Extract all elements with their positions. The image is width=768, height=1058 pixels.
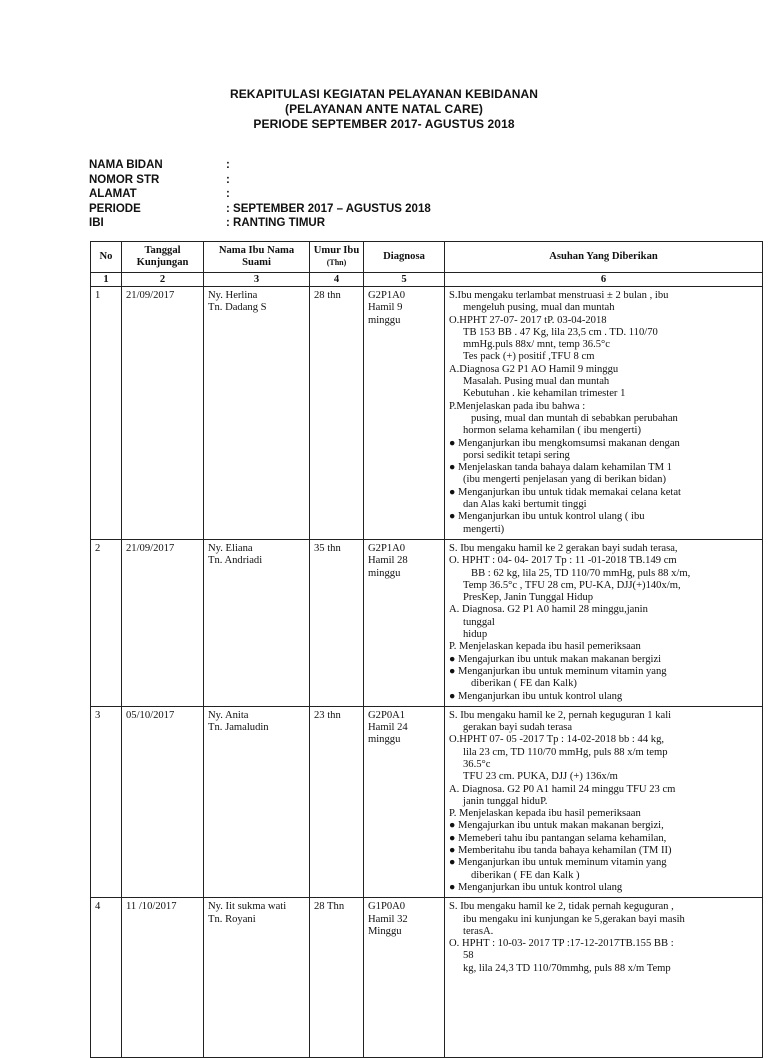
diagnosa-line: Hamil 24 xyxy=(368,722,408,734)
table-header-row xyxy=(91,242,763,273)
nama-ibu: Ny. Iit sukma wati xyxy=(208,901,287,913)
diagnosa-line: Hamil 28 xyxy=(368,555,408,567)
cell-nama xyxy=(204,706,310,897)
info-label: ALAMAT xyxy=(89,188,137,200)
asuhan-line: TB 153 BB . 47 Kg, lila 23,5 cm . TD. 110/70 xyxy=(463,326,658,338)
asuhan-line: Menganjurkan ibu untuk kontrol ulang xyxy=(458,690,623,702)
table-row xyxy=(91,898,763,1058)
asuhan-line: Menjelaskan tanda bahaya dalam kehamilan TM 1 xyxy=(458,462,672,474)
asuhan-line: mengeluh pusing, mual dan muntah xyxy=(463,302,615,314)
identity-block xyxy=(89,158,589,231)
info-label: NOMOR STR xyxy=(89,173,160,186)
asuhan-line: mmHg.puls 88x/ mnt, temp 36.5°c xyxy=(463,339,610,351)
column-number: 1 xyxy=(91,273,122,287)
cell-umur: 28 thn xyxy=(310,287,364,540)
cell-diagnosa xyxy=(364,287,445,540)
cell-tanggal: 21/09/2017 xyxy=(122,287,204,540)
asuhan-line: Mengajurkan ibu untuk makan makanan bergizi xyxy=(458,653,662,665)
asuhan-line: gerakan bayi sudah terasa xyxy=(463,722,573,734)
table-row xyxy=(91,706,763,897)
info-row-nama-bidan xyxy=(89,158,589,173)
cell-umur: 35 thn xyxy=(310,539,364,706)
cell-asuhan xyxy=(445,898,763,1058)
column-number-row xyxy=(91,273,763,287)
asuhan-bullet xyxy=(449,820,758,832)
info-row-alamat xyxy=(89,187,589,202)
asuhan-line: O. HPHT : 04- 04- 2017 Tp : 11 -01-2018 TB.149 cm xyxy=(449,555,677,567)
asuhan-line: S. Ibu mengaku hamil ke 2, pernah keguguran 1 kali xyxy=(449,709,672,721)
header-asuhan: Asuhan Yang Diberikan xyxy=(445,242,763,273)
asuhan-line: Memberitahu ibu tanda bahaya kehamilan (TM II) xyxy=(458,845,672,857)
document-period: PERIODE SEPTEMBER 2017- AGUSTUS 2018 xyxy=(253,117,515,131)
info-value: : RANTING TIMUR xyxy=(226,217,326,229)
cell-umur: 23 thn xyxy=(310,706,364,897)
asuhan-line: Mengajurkan ibu untuk makan makanan bergizi, xyxy=(458,820,664,832)
asuhan-line: Masalah. Pusing mual dan muntah xyxy=(463,376,610,388)
asuhan-line: BB : 62 kg, lila 25, TD 110/70 mmHg, puls 88 x/m, xyxy=(471,567,691,579)
info-value: : SEPTEMBER 2017 – AGUSTUS 2018 xyxy=(226,202,431,215)
asuhan-line: A.Diagnosa G2 P1 AO Hamil 9 minggu xyxy=(449,363,619,375)
diagnosa-line: Hamil 9 xyxy=(368,302,403,314)
cell-no: 2 xyxy=(91,539,122,706)
cell-no: 3 xyxy=(91,706,122,897)
header-tanggal: Tanggal Kunjungan xyxy=(122,242,204,273)
asuhan-line: P. Menjelaskan kepada ibu hasil pemeriksaan xyxy=(449,808,641,820)
asuhan-line: Menganjurkan ibu mengkomsumsi makanan dengan xyxy=(458,437,680,449)
asuhan-line: Menganjurkan ibu untuk meminum vitamin yang xyxy=(458,665,667,677)
asuhan-bullet xyxy=(449,487,758,499)
asuhan-bullet xyxy=(449,462,758,474)
column-number: 5 xyxy=(364,273,445,287)
asuhan-line: PresKep, Janin Tunggal Hidup xyxy=(463,592,594,604)
nama-ibu: Ny. Eliana xyxy=(208,542,253,554)
diagnosa-line: G2P1A0 xyxy=(368,290,406,301)
info-value: : xyxy=(226,188,230,200)
nama-ibu: Ny. Herlina xyxy=(208,290,258,301)
diagnosa-line: minggu xyxy=(368,734,401,746)
bullet-icon: ● xyxy=(449,690,456,702)
info-row-periode xyxy=(89,202,589,217)
asuhan-bullet xyxy=(449,438,758,450)
nama-suami: Tn. Dadang S xyxy=(208,302,267,314)
bullet-icon: ● xyxy=(449,486,456,498)
header-no: No xyxy=(91,242,122,273)
asuhan-line: ibu mengaku ini kunjungan ke 5,gerakan bayi masih xyxy=(463,913,685,925)
asuhan-line: Menganjurkan ibu untuk tidak memakai celana ketat xyxy=(458,486,681,498)
info-label: PERIODE xyxy=(89,202,141,215)
asuhan-line: hormon selama kehamilan ( ibu mengerti) xyxy=(463,425,641,437)
asuhan-line: diberikan ( FE dan Kalk) xyxy=(471,678,577,690)
cell-tanggal: 11 /10/2017 xyxy=(122,898,204,1058)
cell-no: 1 xyxy=(91,287,122,540)
asuhan-line: diberikan ( FE dan Kalk ) xyxy=(471,869,580,881)
asuhan-line: kg, lila 24,3 TD 110/70mmhg, puls 88 x/m Temp xyxy=(463,962,671,974)
column-number: 6 xyxy=(445,273,763,287)
asuhan-bullet xyxy=(449,691,758,703)
header-nama: Nama Ibu Nama Suami xyxy=(204,242,310,273)
asuhan-line: (ibu mengerti penjelasan yang di berikan bidan) xyxy=(463,474,666,486)
bullet-icon: ● xyxy=(449,511,456,523)
nama-suami: Tn. Jamaludin xyxy=(208,722,269,734)
nama-ibu: Ny. Anita xyxy=(208,709,249,721)
header-umur-label: Umur Ibu xyxy=(313,245,360,256)
asuhan-line: A. Diagnosa. G2 P1 A0 hamil 28 minggu,janin xyxy=(449,604,648,616)
nama-suami: Tn. Royani xyxy=(208,913,256,925)
cell-asuhan xyxy=(445,706,763,897)
asuhan-line: S. Ibu mengaku hamil ke 2, tidak pernah keguguran , xyxy=(449,901,674,913)
table-row xyxy=(91,287,763,540)
asuhan-line: Memeberi tahu ibu pantangan selama kehamilan, xyxy=(458,832,667,844)
asuhan-line: P.Menjelaskan pada ibu bahwa : xyxy=(449,400,586,412)
cell-tanggal: 21/09/2017 xyxy=(122,539,204,706)
info-row-nomor-str xyxy=(89,173,589,188)
cell-diagnosa xyxy=(364,706,445,897)
cell-diagnosa xyxy=(364,539,445,706)
diagnosa-line: minggu xyxy=(368,567,401,579)
document-title: REKAPITULASI KEGIATAN PELAYANAN KEBIDANAN xyxy=(229,87,539,101)
column-number: 4 xyxy=(310,273,364,287)
asuhan-bullet xyxy=(449,654,758,666)
diagnosa-line: G2P0A1 xyxy=(368,709,406,721)
asuhan-bullet xyxy=(449,833,758,845)
asuhan-line: Menganjurkan ibu untuk meminum vitamin yang xyxy=(458,857,667,869)
asuhan-line: hidup xyxy=(463,629,488,641)
bullet-icon: ● xyxy=(449,881,456,893)
asuhan-line: terasA. xyxy=(463,925,494,937)
asuhan-line: Menganjurkan ibu untuk kontrol ulang ( ibu xyxy=(458,511,645,523)
column-number: 3 xyxy=(204,273,310,287)
cell-asuhan xyxy=(445,539,763,706)
cell-nama xyxy=(204,539,310,706)
bullet-icon: ● xyxy=(449,857,456,869)
info-row-ibi xyxy=(89,216,589,231)
bullet-icon: ● xyxy=(449,462,456,474)
cell-asuhan xyxy=(445,287,763,540)
bullet-icon: ● xyxy=(449,665,456,677)
bullet-icon: ● xyxy=(449,437,456,449)
diagnosa-line: minggu xyxy=(368,314,401,326)
diagnosa-line: G1P0A0 xyxy=(368,901,406,913)
asuhan-line: S. Ibu mengaku hamil ke 2 gerakan bayi sudah terasa, xyxy=(449,542,678,554)
asuhan-line: pusing, mual dan muntah di sebabkan perubahan xyxy=(471,412,678,424)
cell-tanggal: 05/10/2017 xyxy=(122,706,204,897)
cell-diagnosa xyxy=(364,898,445,1058)
asuhan-bullet xyxy=(449,511,758,523)
header-umur xyxy=(310,242,364,273)
asuhan-line: Menganjurkan ibu untuk kontrol ulang xyxy=(458,881,623,893)
asuhan-line: 58 xyxy=(463,950,474,962)
asuhan-line: Tes pack (+) positif ,TFU 8 cm xyxy=(463,351,595,363)
anc-recap-table xyxy=(90,241,763,1058)
info-value: : xyxy=(226,159,230,171)
asuhan-line: O. HPHT : 10-03- 2017 TP :17-12-2017TB.155 BB : xyxy=(449,938,674,950)
asuhan-line: lila 23 cm, TD 110/70 mmHg, puls 88 x/m temp xyxy=(463,746,668,758)
bullet-icon: ● xyxy=(449,832,456,844)
bullet-icon: ● xyxy=(449,820,456,832)
asuhan-line: O.HPHT 07- 05 -2017 Tp : 14-02-2018 bb : 44 kg, xyxy=(449,734,665,746)
asuhan-line: A. Diagnosa. G2 P0 A1 hamil 24 minggu TFU 23 cm xyxy=(449,783,676,795)
header-umur-unit: (Thn) xyxy=(326,258,347,267)
cell-nama xyxy=(204,898,310,1058)
info-label: NAMA BIDAN xyxy=(89,159,163,171)
asuhan-bullet xyxy=(449,666,758,678)
asuhan-line: S.Ibu mengaku terlambat menstruasi ± 2 bulan , ibu xyxy=(449,290,669,301)
asuhan-line: Temp 36.5°c , TFU 28 cm, PU-KA, DJJ(+)140x/m, xyxy=(463,579,681,591)
document-subtitle: (PELAYANAN ANTE NATAL CARE) xyxy=(284,102,484,116)
asuhan-line: janin tunggal hiduP. xyxy=(463,795,548,807)
asuhan-line: TFU 23 cm. PUKA, DJJ (+) 136x/m xyxy=(463,771,618,783)
asuhan-bullet xyxy=(449,845,758,857)
asuhan-line: P. Menjelaskan kepada ibu hasil pemeriksaan xyxy=(449,641,641,653)
cell-umur: 28 Thn xyxy=(310,898,364,1058)
asuhan-line: Kebutuhan . kie kehamilan trimester 1 xyxy=(463,388,626,400)
asuhan-line: tunggal xyxy=(463,616,495,628)
diagnosa-line: G2P1A0 xyxy=(368,542,406,554)
diagnosa-line: Minggu xyxy=(368,925,402,937)
column-number: 2 xyxy=(122,273,204,287)
asuhan-line: 36.5°c xyxy=(463,758,491,770)
cell-nama xyxy=(204,287,310,540)
asuhan-line: mengerti) xyxy=(463,523,505,535)
nama-suami: Tn. Andriadi xyxy=(208,555,263,567)
asuhan-bullet xyxy=(449,882,758,894)
diagnosa-line: Hamil 32 xyxy=(368,913,408,925)
asuhan-line: porsi sedikit tetapi sering xyxy=(463,449,570,461)
asuhan-line: dan Alas kaki bertumit tinggi xyxy=(463,499,587,511)
header-diagnosa: Diagnosa xyxy=(364,242,445,273)
table-row xyxy=(91,539,763,706)
info-label: IBI xyxy=(89,217,104,229)
asuhan-bullet xyxy=(449,857,758,869)
cell-no: 4 xyxy=(91,898,122,1058)
asuhan-line: O.HPHT 27-07- 2017 tP. 03-04-2018 xyxy=(449,314,607,326)
info-value: : xyxy=(226,173,230,186)
bullet-icon: ● xyxy=(449,653,456,665)
bullet-icon: ● xyxy=(449,845,456,857)
